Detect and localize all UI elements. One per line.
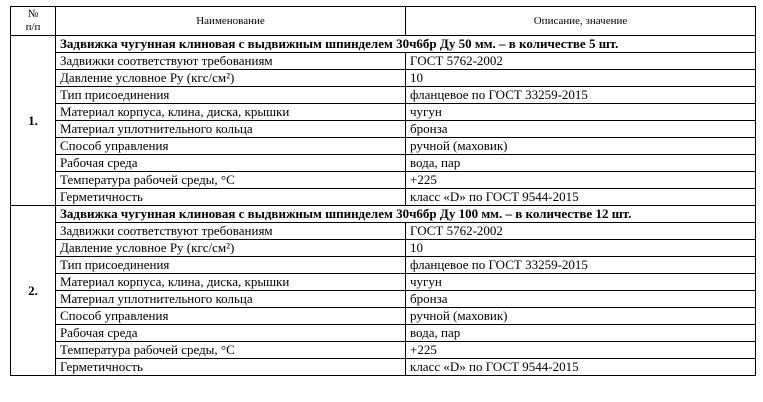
- table-row: [11, 155, 756, 172]
- parameter-name: Материал корпуса, клина, диска, крышки: [56, 104, 406, 121]
- table-row: [11, 138, 756, 155]
- parameter-name: Материал корпуса, клина, диска, крышки: [56, 274, 406, 291]
- parameter-value: чугун: [406, 274, 756, 291]
- parameter-name: Герметичность: [56, 359, 406, 376]
- table-row: [11, 257, 756, 274]
- table-row: [11, 274, 756, 291]
- parameter-value: бронза: [406, 291, 756, 308]
- parameter-value: фланцевое по ГОСТ 33259-2015: [406, 87, 756, 104]
- parameter-name: Материал уплотнительного кольца: [56, 121, 406, 138]
- header-number-line1: №: [27, 8, 39, 20]
- table-row: [11, 342, 756, 359]
- table-row: [11, 325, 756, 342]
- table-row: [11, 291, 756, 308]
- table-row: [11, 172, 756, 189]
- group-number: 1.: [11, 36, 56, 206]
- header-number-line2: п/п: [25, 21, 41, 33]
- table-row: [11, 121, 756, 138]
- parameter-name: Давление условное Ру (кгс/см²): [56, 70, 406, 87]
- table-row: [11, 223, 756, 240]
- parameter-name: Герметичность: [56, 189, 406, 206]
- parameter-value: +225: [406, 342, 756, 359]
- table-row: [11, 87, 756, 104]
- parameter-name: Способ управления: [56, 308, 406, 325]
- table-row: [11, 308, 756, 325]
- parameter-name: Тип присоединения: [56, 257, 406, 274]
- parameter-name: Температура рабочей среды, °С: [56, 342, 406, 359]
- group-title: Задвижка чугунная клиновая с выдвижным шпинделем 30ч6бр Ду 100 мм. – в количестве 12 шт.: [56, 206, 756, 223]
- parameter-value: 10: [406, 240, 756, 257]
- header-number: [11, 7, 56, 36]
- group-number: 2.: [11, 206, 56, 376]
- parameter-value: вода, пар: [406, 325, 756, 342]
- parameter-name: Тип присоединения: [56, 87, 406, 104]
- table-header-row: [11, 7, 756, 36]
- parameter-value: класс «D» по ГОСТ 9544-2015: [406, 189, 756, 206]
- table-row: [11, 53, 756, 70]
- parameter-value: ручной (маховик): [406, 308, 756, 325]
- parameter-value: чугун: [406, 104, 756, 121]
- parameter-value: ручной (маховик): [406, 138, 756, 155]
- parameter-value: ГОСТ 5762-2002: [406, 53, 756, 70]
- parameter-value: фланцевое по ГОСТ 33259-2015: [406, 257, 756, 274]
- header-value: Описание, значение: [406, 7, 756, 36]
- group-title-row: [11, 36, 756, 53]
- parameter-name: Давление условное Ру (кгс/см²): [56, 240, 406, 257]
- table-row: [11, 359, 756, 376]
- table-row: [11, 104, 756, 121]
- parameter-name: Способ управления: [56, 138, 406, 155]
- header-name: Наименование: [56, 7, 406, 36]
- table-row: [11, 240, 756, 257]
- parameter-name: Задвижки соответствуют требованиям: [56, 223, 406, 240]
- table-row: [11, 70, 756, 87]
- parameter-value: вода, пар: [406, 155, 756, 172]
- parameter-value: 10: [406, 70, 756, 87]
- table-body: [11, 36, 756, 376]
- group-title: Задвижка чугунная клиновая с выдвижным шпинделем 30ч6бр Ду 50 мм. – в количестве 5 шт.: [56, 36, 756, 53]
- parameter-name: Рабочая среда: [56, 155, 406, 172]
- parameter-name: Рабочая среда: [56, 325, 406, 342]
- parameter-value: ГОСТ 5762-2002: [406, 223, 756, 240]
- specification-table: [10, 6, 756, 376]
- parameter-value: бронза: [406, 121, 756, 138]
- table-row: [11, 189, 756, 206]
- parameter-name: Материал уплотнительного кольца: [56, 291, 406, 308]
- group-title-row: [11, 206, 756, 223]
- parameter-name: Температура рабочей среды, °С: [56, 172, 406, 189]
- parameter-value: +225: [406, 172, 756, 189]
- parameter-value: класс «D» по ГОСТ 9544-2015: [406, 359, 756, 376]
- parameter-name: Задвижки соответствуют требованиям: [56, 53, 406, 70]
